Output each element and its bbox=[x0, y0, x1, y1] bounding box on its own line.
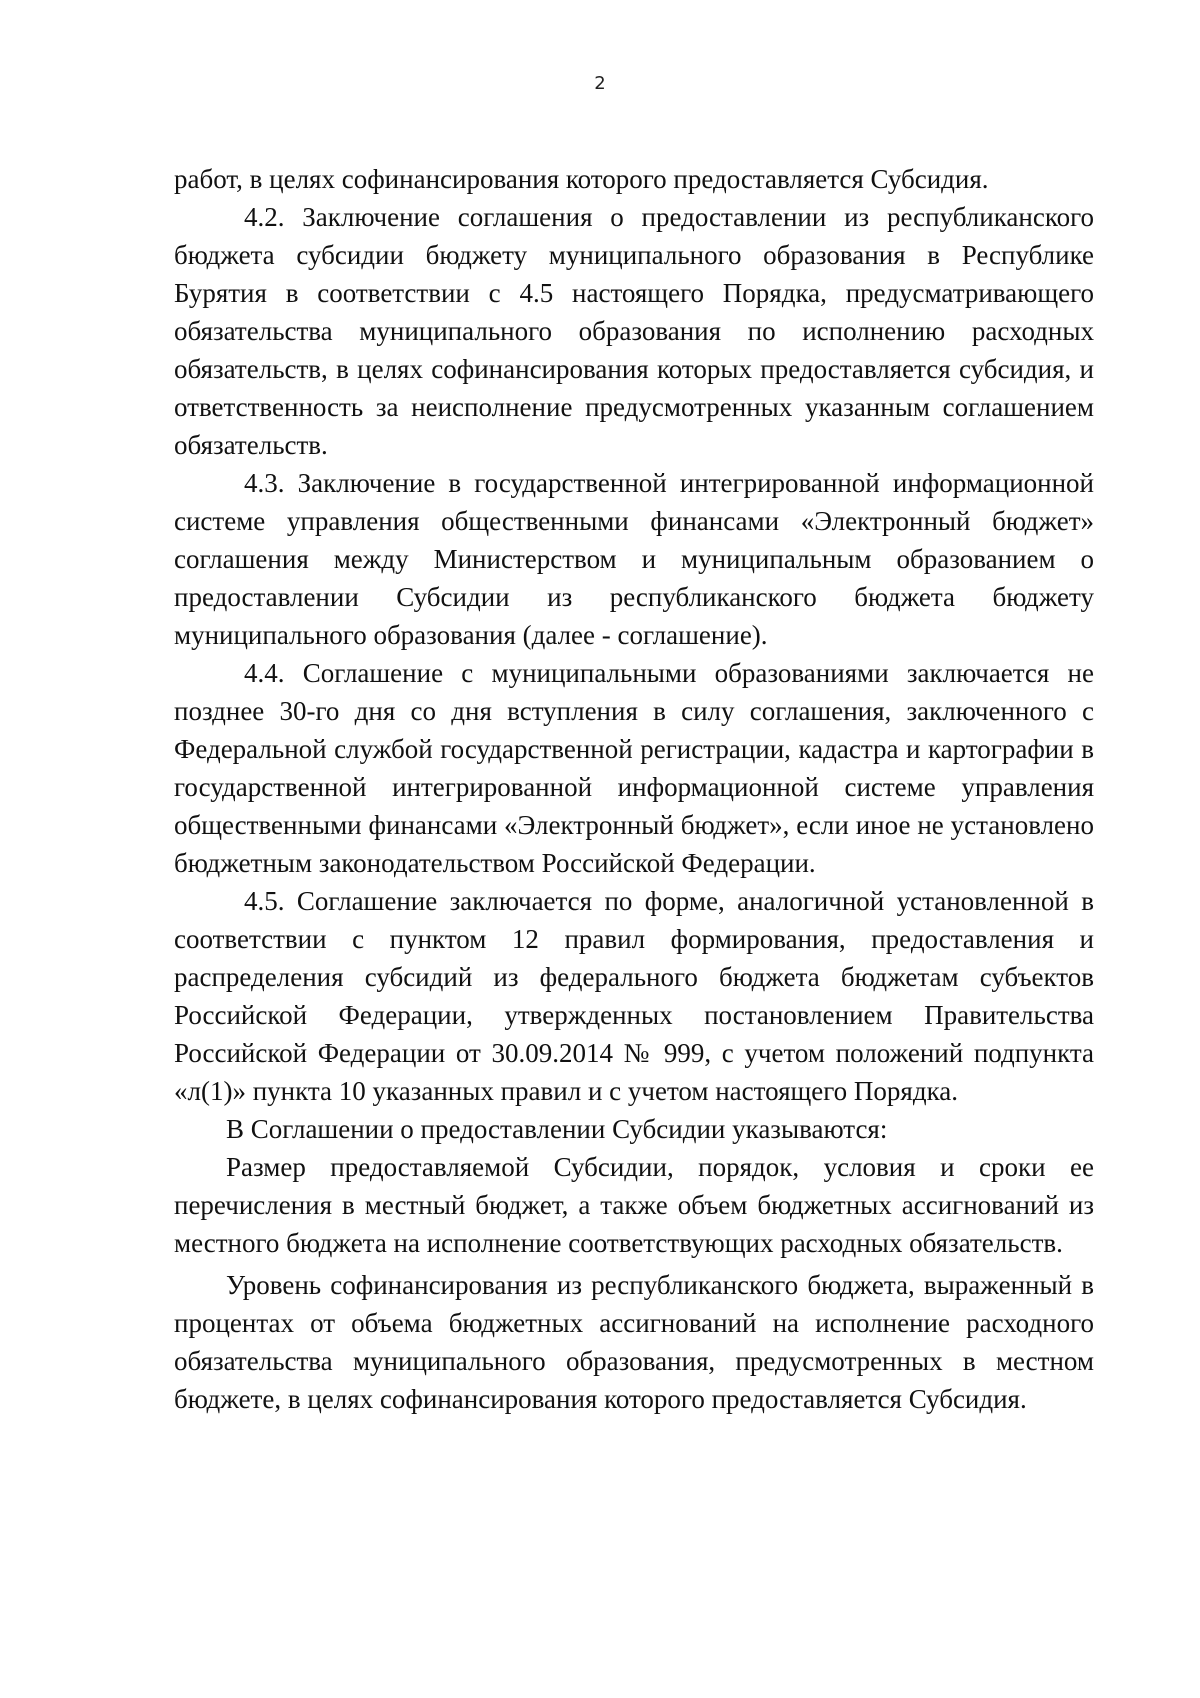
paragraph-4-5: 4.5. Соглашение заключается по форме, аналогичной установленной в соответствии с пунктом 12 правил формирования, предоставления и распределения субсидий из федерального бюджета бюджетам субъектов Российской Федерации, утвержденных постановлением Правительства Российской Федерации от 30.09.2014 № 999, с учетом положений подпункта «л(1)» пункта 10 указанных правил и с учетом настоящего Порядка. bbox=[174, 886, 1094, 1106]
paragraph-subsidy-amount: Размер предоставляемой Субсидии, порядок, условия и сроки ее перечисления в местный бюджет, а также объем бюджетных ассигнований из местного бюджета на исполнение соответствующих расходных обязательств. bbox=[174, 1152, 1094, 1258]
paragraph-4-3: 4.3. Заключение в государственной интегрированной информационной системе управления общественными финансами «Электронный бюджет» соглашения между Министерством и муниципальным образованием о предоставлении Субсидии из республиканского бюджета бюджету муниципального образования (далее - соглашение). bbox=[174, 468, 1094, 650]
paragraph-4-2: 4.2. Заключение соглашения о предоставлении из республиканского бюджета субсидии бюджету муниципального образования в Республике Бурятия в соответствии с 4.5 настоящего Порядка, предусматривающего обязательства муниципального образования по исполнению расходных обязательств, в целях софинансирования которых предоставляется субсидия, и ответственность за неисполнение предусмотренных указанным соглашением обязательств. bbox=[174, 202, 1094, 460]
document-body bbox=[174, 160, 1094, 1418]
paragraph-cofinancing-level: Уровень софинансирования из республиканского бюджета, выраженный в процентах от объема бюджетных ассигнований на исполнение расходного обязательства муниципального образования, предусмотренных в местном бюджете, в целях софинансирования которого предоставляется Субсидия. bbox=[174, 1270, 1094, 1414]
paragraph-4-4: 4.4. Соглашение с муниципальными образованиями заключается не позднее 30-го дня со дня вступления в силу соглашения, заключенного с Федеральной службой государственной регистрации, кадастра и картографии в государственной интегрированной информационной системе управления общественными финансами «Электронный бюджет», если иное не установлено бюджетным законодательством Российской Федерации. bbox=[174, 658, 1094, 878]
paragraph-agreement-contents-intro: В Соглашении о предоставлении Субсидии указываются: bbox=[226, 1114, 888, 1144]
paragraph-continuation: работ, в целях софинансирования которого предоставляется Субсидия. bbox=[174, 164, 989, 194]
page-number: 2 bbox=[594, 73, 606, 94]
